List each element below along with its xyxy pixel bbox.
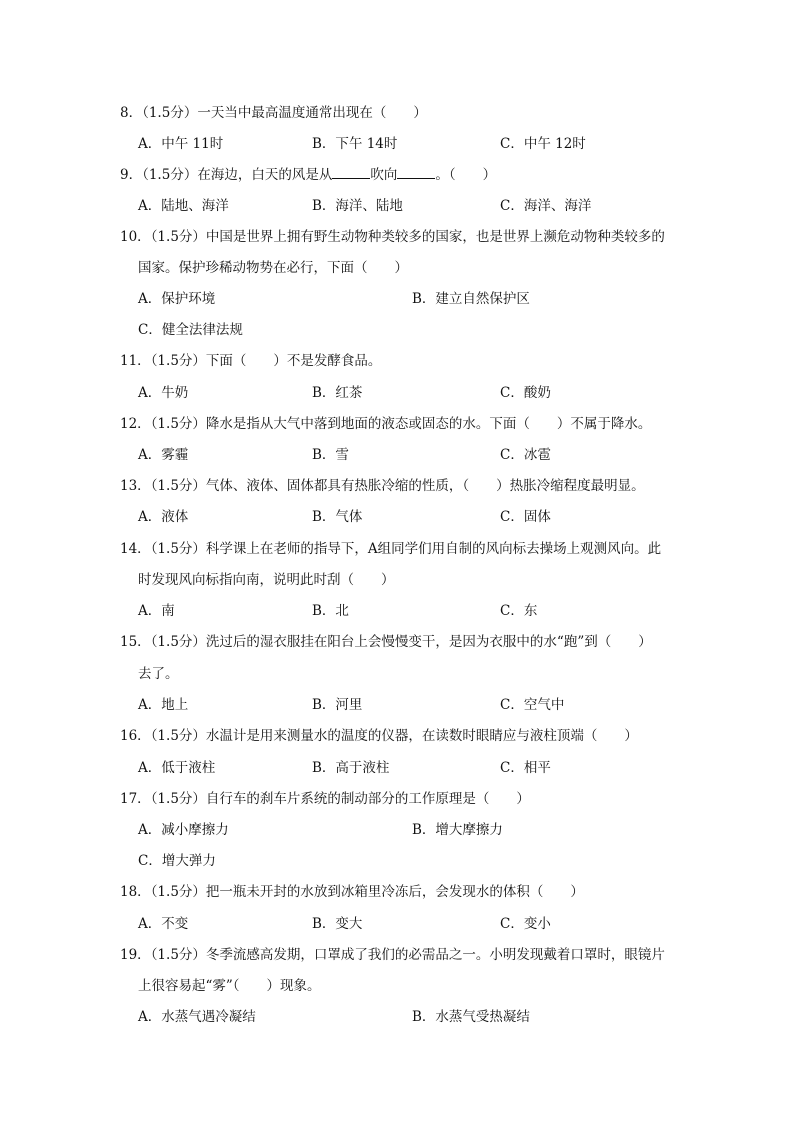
- option-b: B．增大摩擦力: [412, 822, 503, 838]
- question-number: 11．: [120, 353, 151, 369]
- question-text: 降水是指从大气中落到地面的液态或固态的水。下面（ ）不属于降水。: [205, 416, 652, 432]
- question-number: 10．: [120, 229, 151, 245]
- option-c: C．酸奶: [500, 385, 551, 401]
- question-14-stem-continued: 时发现风向标指向南，说明此时刮（ ）: [138, 572, 395, 588]
- question-number: 16．: [120, 728, 151, 744]
- question-score: （1.5分）: [150, 416, 206, 432]
- question-17-stem: [120, 790, 530, 808]
- question-15-stem-continued: 去了。: [138, 666, 179, 682]
- option-b: B．河里: [312, 697, 363, 713]
- question-score: （1.5分）: [150, 634, 206, 650]
- option-a: A．中午 11时: [138, 136, 224, 152]
- option-a: A．减小摩擦力: [138, 822, 229, 838]
- option-a: A．牛奶: [138, 385, 189, 401]
- option-c: C．相平: [500, 760, 551, 776]
- question-9-stem: [120, 166, 496, 184]
- option-a: A．低于液柱: [138, 760, 216, 776]
- option-c: C．增大弹力: [138, 853, 216, 869]
- question-19-stem: [120, 946, 665, 964]
- option-b: B．气体: [312, 509, 363, 525]
- option-c: C．海洋、海洋: [500, 198, 592, 214]
- question-12-stem: [120, 415, 651, 433]
- question-score: （1.5分）: [142, 105, 198, 121]
- question-number: 18．: [120, 884, 151, 900]
- option-b: B．水蒸气受热凝结: [412, 1009, 530, 1025]
- question-text: 把一瓶未开封的水放到冰箱里冷冻后，会发现水的体积（ ）: [205, 884, 584, 900]
- question-score: （1.5分）: [142, 167, 198, 183]
- question-13-stem: [120, 477, 645, 495]
- option-c: C．东: [500, 603, 538, 619]
- option-b: B．海洋、陆地: [312, 198, 403, 214]
- question-number: 13．: [120, 478, 151, 494]
- question-number: 12．: [120, 416, 151, 432]
- question-number: 17．: [120, 791, 151, 807]
- question-text: 吹向: [370, 167, 398, 183]
- question-10-stem-continued: 国家。保护珍稀动物势在必行，下面（ ）: [138, 260, 408, 276]
- question-text: 科学课上在老师的指导下，A组同学们用自制的风向标去操场上观测风向。此: [205, 541, 662, 557]
- option-c: C．冰雹: [500, 447, 551, 463]
- question-number: 19．: [120, 947, 151, 963]
- question-number: 9．: [120, 167, 143, 183]
- answer-blank: [397, 166, 435, 179]
- question-text: 下面（ ）不是发酵食品。: [205, 353, 382, 369]
- option-c: C．中午 12时: [500, 136, 586, 152]
- answer-blank: [332, 166, 370, 179]
- option-a: A．水蒸气遇冷凝结: [138, 1009, 256, 1025]
- option-c: C．健全法律法规: [138, 322, 243, 338]
- option-b: B．下午 14时: [312, 136, 398, 152]
- option-a: A．地上: [138, 697, 189, 713]
- question-score: （1.5分）: [150, 229, 206, 245]
- question-10-stem: [120, 228, 665, 246]
- option-a: A．陆地、海洋: [138, 198, 229, 214]
- question-text: 在海边，白天的风是从: [197, 167, 333, 183]
- question-text: 气体、液体、固体都具有热胀冷缩的性质，（ ）热胀冷缩程度最明显。: [205, 478, 645, 494]
- option-a: A．雾霾: [138, 447, 189, 463]
- question-text: 。（ ）: [435, 167, 497, 183]
- option-c: C．变小: [500, 916, 551, 932]
- question-8-stem: [120, 104, 427, 122]
- question-15-stem: [120, 633, 652, 651]
- question-11-stem: [120, 352, 381, 370]
- question-score: （1.5分）: [150, 791, 206, 807]
- option-b: B．雪: [312, 447, 349, 463]
- question-text: 一天当中最高温度通常出现在（ ）: [197, 105, 427, 121]
- option-a: A．保护环境: [138, 291, 216, 307]
- option-c: C．空气中: [500, 697, 565, 713]
- question-number: 14．: [120, 541, 151, 557]
- question-16-stem: [120, 727, 638, 745]
- question-text: 水温计是用来测量水的温度的仪器，在读数时眼睛应与液柱顶端（ ）: [205, 728, 638, 744]
- question-score: （1.5分）: [150, 947, 206, 963]
- question-text: 洗过后的湿衣服挂在阳台上会慢慢变干，是因为衣服中的水“跑”到（ ）: [205, 634, 652, 650]
- question-number: 8．: [120, 105, 143, 121]
- option-b: B．建立自然保护区: [412, 291, 530, 307]
- option-b: B．高于液柱: [312, 760, 390, 776]
- option-b: B．红茶: [312, 385, 363, 401]
- question-text: 冬季流感高发期，口罩成了我们的必需品之一。小明发现戴着口罩时，眼镜片: [205, 947, 665, 963]
- option-b: B．北: [312, 603, 349, 619]
- question-14-stem: [120, 540, 661, 558]
- question-score: （1.5分）: [150, 884, 206, 900]
- option-b: B．变大: [312, 916, 363, 932]
- question-19-stem-continued: 上很容易起“雾”（ ）现象。: [138, 978, 321, 994]
- question-text: 中国是世界上拥有野生动物种类较多的国家，也是世界上濒危动物种类较多的: [205, 229, 665, 245]
- option-a: A．南: [138, 603, 175, 619]
- question-text: 自行车的刹车片系统的制动部分的工作原理是（ ）: [205, 791, 530, 807]
- question-score: （1.5分）: [150, 728, 206, 744]
- option-a: A．液体: [138, 509, 189, 525]
- option-a: A．不变: [138, 916, 189, 932]
- option-c: C．固体: [500, 509, 551, 525]
- question-score: （1.5分）: [150, 478, 206, 494]
- question-score: （1.5分）: [150, 353, 206, 369]
- question-number: 15．: [120, 634, 151, 650]
- question-18-stem: [120, 883, 584, 901]
- question-score: （1.5分）: [150, 541, 206, 557]
